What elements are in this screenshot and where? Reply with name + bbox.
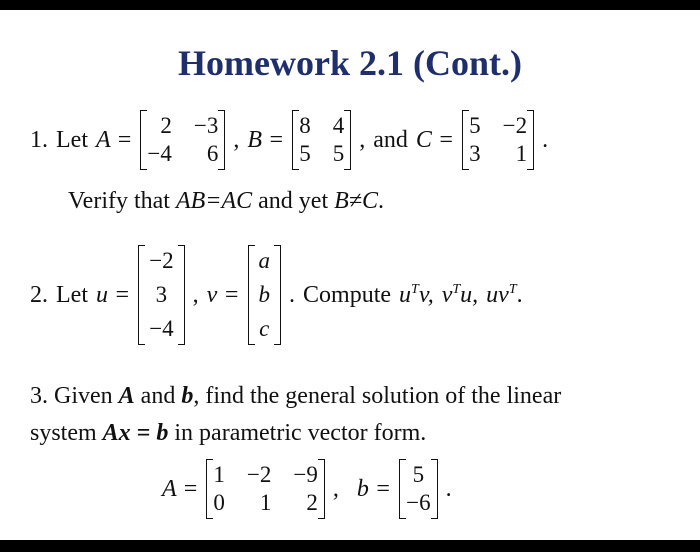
period: .: [445, 475, 452, 502]
matrix-C-cell: 5: [469, 113, 481, 138]
matrix-A-3-cell: −9: [293, 462, 318, 487]
transpose-sup: T: [452, 281, 461, 297]
problem-3-text: system: [30, 420, 97, 446]
matrix-B-cells: [299, 113, 344, 167]
expr-vTu: [442, 282, 478, 309]
comma: ,: [332, 475, 339, 502]
bold-Ax: Ax: [102, 420, 131, 446]
comma: ,: [359, 126, 366, 153]
comma: ,: [192, 281, 199, 308]
equals-sign: =: [136, 420, 151, 446]
vector-u-cells: [145, 248, 177, 342]
vector-v-cell: b: [258, 282, 271, 307]
period: .: [516, 281, 523, 308]
verify-expr-2: B≠C: [334, 188, 378, 214]
matrix-C-cell: 3: [469, 141, 481, 166]
expr-base: u: [399, 281, 412, 308]
slide: [0, 10, 700, 540]
vector-v-cells: [255, 248, 275, 342]
matrix-A-cell: −3: [193, 113, 219, 138]
matrix-A-3-cell: −2: [246, 462, 272, 487]
vector-u: [138, 248, 184, 342]
vector-u-cell: −4: [149, 316, 174, 341]
matrix-C: [462, 113, 534, 167]
problem-2: [30, 248, 523, 342]
slide-title: Homework 2.1 (Cont.): [178, 43, 522, 83]
label-u: u =: [95, 281, 131, 308]
vector-b-cell: 5: [412, 462, 425, 487]
transpose-sup: T: [508, 281, 517, 297]
matrix-A-cells: [147, 113, 218, 167]
problem-1-verify: [68, 188, 384, 215]
matrix-A-3-cell: 2: [306, 490, 318, 515]
problem-1-let: Let: [56, 126, 88, 153]
matrix-A-3-cell: 1: [259, 490, 272, 515]
problem-3-line-1: [30, 383, 561, 410]
problem-2-let: Let: [56, 281, 88, 308]
expr-base: uv: [486, 281, 509, 308]
period: .: [289, 281, 296, 308]
vector-b-cell: −6: [406, 490, 431, 515]
label-C: C =: [415, 126, 455, 153]
vector-v-cell: c: [259, 316, 270, 341]
vector-v-cell: a: [258, 248, 271, 273]
period: .: [542, 126, 549, 153]
matrix-B-cell: 5: [299, 141, 311, 166]
matrix-C-cell: 1: [515, 141, 528, 166]
matrix-A-3: [206, 462, 324, 516]
problem-1-and: and: [373, 126, 408, 153]
label-v: v =: [206, 281, 240, 308]
expr-rest: v,: [418, 281, 434, 308]
vector-u-cell: −2: [149, 248, 174, 273]
matrix-C-cell: −2: [502, 113, 528, 138]
expr-base: v: [441, 281, 453, 308]
vector-b: [399, 462, 437, 516]
comma: ,: [233, 126, 240, 153]
problem-3-number: 3.: [30, 383, 48, 409]
bold-b: b: [156, 420, 169, 446]
problem-3-text: in parametric vector form.: [174, 420, 427, 446]
problem-1: [30, 113, 548, 167]
problem-3-text: , find the general solution of the linear: [193, 383, 562, 409]
matrix-B-cell: 5: [332, 141, 345, 166]
label-B: B =: [247, 126, 285, 153]
period: .: [377, 188, 384, 214]
matrix-A-cell: −4: [147, 141, 172, 166]
matrix-A-3-cells: [213, 462, 317, 516]
matrix-C-cells: [469, 113, 527, 167]
matrix-A: [140, 113, 225, 167]
transpose-sup: T: [411, 281, 419, 297]
expr-uvT: [486, 282, 522, 309]
problem-3-matrices: [162, 462, 452, 516]
verify-text: and yet: [258, 188, 329, 214]
matrix-A-3-cell: 1: [213, 462, 225, 487]
vector-b-cells: [406, 462, 430, 516]
verify-text: Verify that: [68, 188, 170, 214]
problem-3-text: and: [140, 383, 176, 409]
problem-3-text: Given: [54, 383, 113, 409]
bold-b: b: [181, 383, 194, 409]
matrix-B-cell: 8: [299, 113, 311, 138]
expr-rest: u,: [460, 281, 479, 308]
problem-3-line-2: [30, 420, 426, 447]
vector-u-cell: 3: [155, 282, 168, 307]
label-A: A =: [162, 475, 199, 502]
label-b: b =: [356, 475, 392, 502]
expr-uTv: [399, 282, 434, 309]
problem-1-number: 1.: [30, 126, 48, 153]
matrix-A-cell: 2: [160, 113, 172, 138]
matrix-A-cell: 6: [206, 141, 219, 166]
problem-2-number: 2.: [30, 281, 48, 308]
matrix-B-cell: 4: [332, 113, 345, 138]
label-A: A =: [95, 126, 133, 153]
matrix-A-3-cell: 0: [213, 490, 225, 515]
bold-A: A: [118, 383, 135, 409]
matrix-B: [292, 113, 351, 167]
vector-v: [248, 248, 282, 342]
verify-expr-1: AB=AC: [175, 188, 253, 214]
compute-label: Compute: [303, 281, 392, 308]
